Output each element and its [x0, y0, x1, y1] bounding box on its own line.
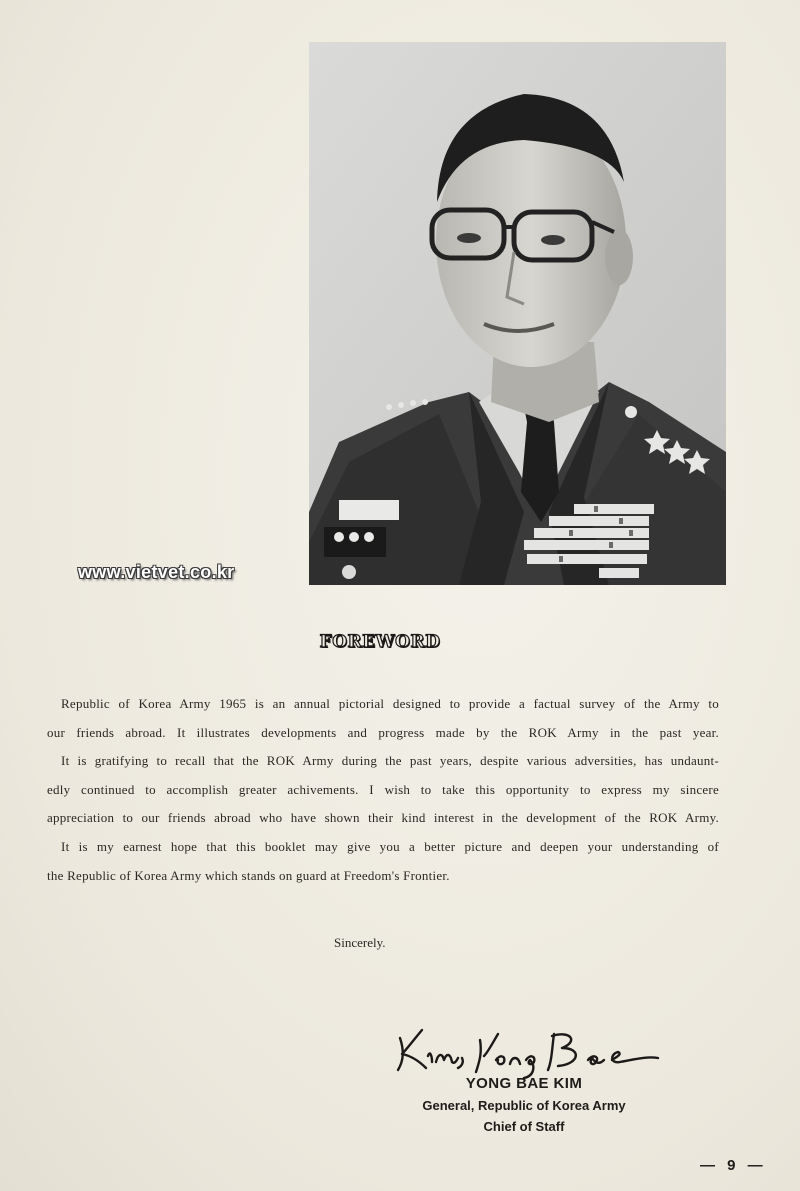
foreword-line: Republic of Korea Army 1965 is an annual pictorial designed to provide a factual survey of the Army to: [61, 696, 719, 711]
foreword-line: appreciation to our friends abroad who have shown their kind interest in the development of the ROK Army.: [47, 810, 719, 826]
signatory-name: YONG BAE KIM: [465, 1075, 583, 1092]
signature-text: Kim, Yong Bae: [392, 1020, 399, 1021]
watermark-url: www.vietvet.co.kr: [78, 562, 235, 582]
closing-salutation: Sincerely.: [334, 935, 386, 950]
portrait-photo: [309, 42, 726, 585]
portrait-illustration: [309, 42, 726, 585]
signatory-post: Chief of Staff: [483, 1119, 565, 1134]
signatory-rank: General, Republic of Korea Army: [422, 1098, 626, 1113]
foreword-title: FOREWORD: [319, 632, 441, 652]
foreword-line: edly continued to accomplish greater achivements. I wish to take this opportunity to express my sincere: [47, 781, 719, 797]
foreword-line: It is my earnest hope that this booklet may give you a better picture and deepen your understanding of: [61, 838, 719, 854]
page-number: — 9 —: [700, 1157, 767, 1174]
handwritten-signature: [392, 1020, 664, 1080]
foreword-line: It is gratifying to recall that the ROK Army during the past years, despite various adversities, has undaunt-: [61, 753, 719, 769]
signature-block: [400, 1073, 648, 1137]
foreword-line: the Republic of Korea Army which stands on guard at Freedom's Frontier.: [47, 867, 450, 883]
foreword-body: [47, 690, 719, 890]
foreword-line: our friends abroad. It illustrates developments and progress made by the ROK Army in the past year.: [47, 724, 719, 740]
